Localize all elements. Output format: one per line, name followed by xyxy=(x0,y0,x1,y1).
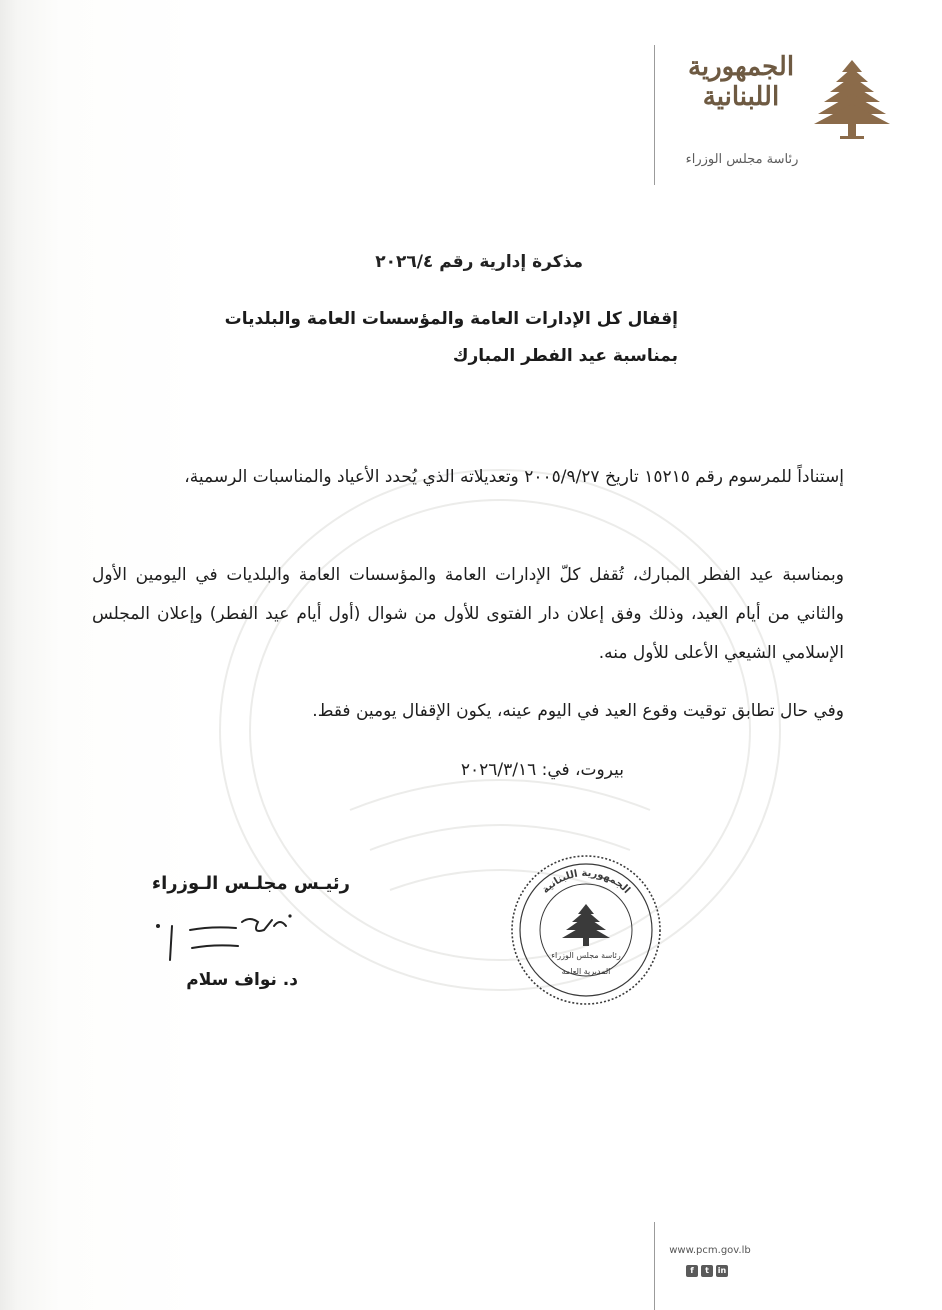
letterhead xyxy=(652,50,892,190)
social-icons xyxy=(686,1265,728,1277)
memo-subject-line-1: إقفال كل الإدارات العامة والمؤسسات العامة والبلديات xyxy=(224,309,678,329)
header-divider xyxy=(654,45,655,185)
twitter-icon[interactable]: t xyxy=(701,1265,713,1277)
republic-name-line1: الجمهورية xyxy=(687,52,795,82)
stamp-outer-text: الجمهورية اللبنانية xyxy=(540,867,632,896)
signatory-title: رئيـس مجلـس الـوزراء xyxy=(151,873,350,894)
republic-name-line2: اللبنانية xyxy=(702,82,780,112)
stamp-inner-text: رئاسة مجلس الوزراء xyxy=(551,951,621,960)
facebook-icon[interactable]: f xyxy=(686,1265,698,1277)
stamp-bottom-text: المديرية العامة xyxy=(561,967,611,976)
cedar-logo-icon xyxy=(812,58,892,142)
signatory-name: د. نواف سلام xyxy=(186,970,298,990)
republic-name xyxy=(676,52,806,112)
memo-number: مذكرة إدارية رقم ٢٠٢٦/٤ xyxy=(375,252,583,272)
place-and-date: بيروت، في: ٢٠٢٦/٣/١٦ xyxy=(460,760,624,780)
linkedin-icon[interactable]: in xyxy=(717,1266,727,1275)
office-name: رئاسة مجلس الوزراء xyxy=(685,152,799,167)
body-paragraph-3: وفي حال تطابق توقيت وقوع العيد في اليوم عينه، يكون الإقفال يومين فقط. xyxy=(312,701,844,721)
footer-divider xyxy=(654,1222,655,1310)
memo-subject-line-2: بمناسبة عيد الفطر المبارك xyxy=(452,346,678,366)
official-stamp-icon xyxy=(508,852,664,1008)
website-link[interactable]: www.pcm.gov.lb xyxy=(669,1245,751,1256)
body-paragraph-1: إستناداً للمرسوم رقم ١٥٢١٥ تاريخ ٢٠٠٥/٩/٢٧ وتعديلاته الذي يُحدد الأعياد والمناسبات الرسمية، xyxy=(184,467,844,487)
handwritten-signature-icon xyxy=(140,908,320,970)
body-paragraph-2: وبمناسبة عيد الفطر المبارك، تُقفل كلّ الإدارات العامة والمؤسسات العامة والبلديات في اليومين الأول والثاني من أيام العيد، وذلك وفق إعلان دار الفتوى للأول من شوال (أول أيام عيد الفطر) وإعلان المجلس الإسلامي الشيعي الأعلى للأول منه. xyxy=(92,565,844,663)
